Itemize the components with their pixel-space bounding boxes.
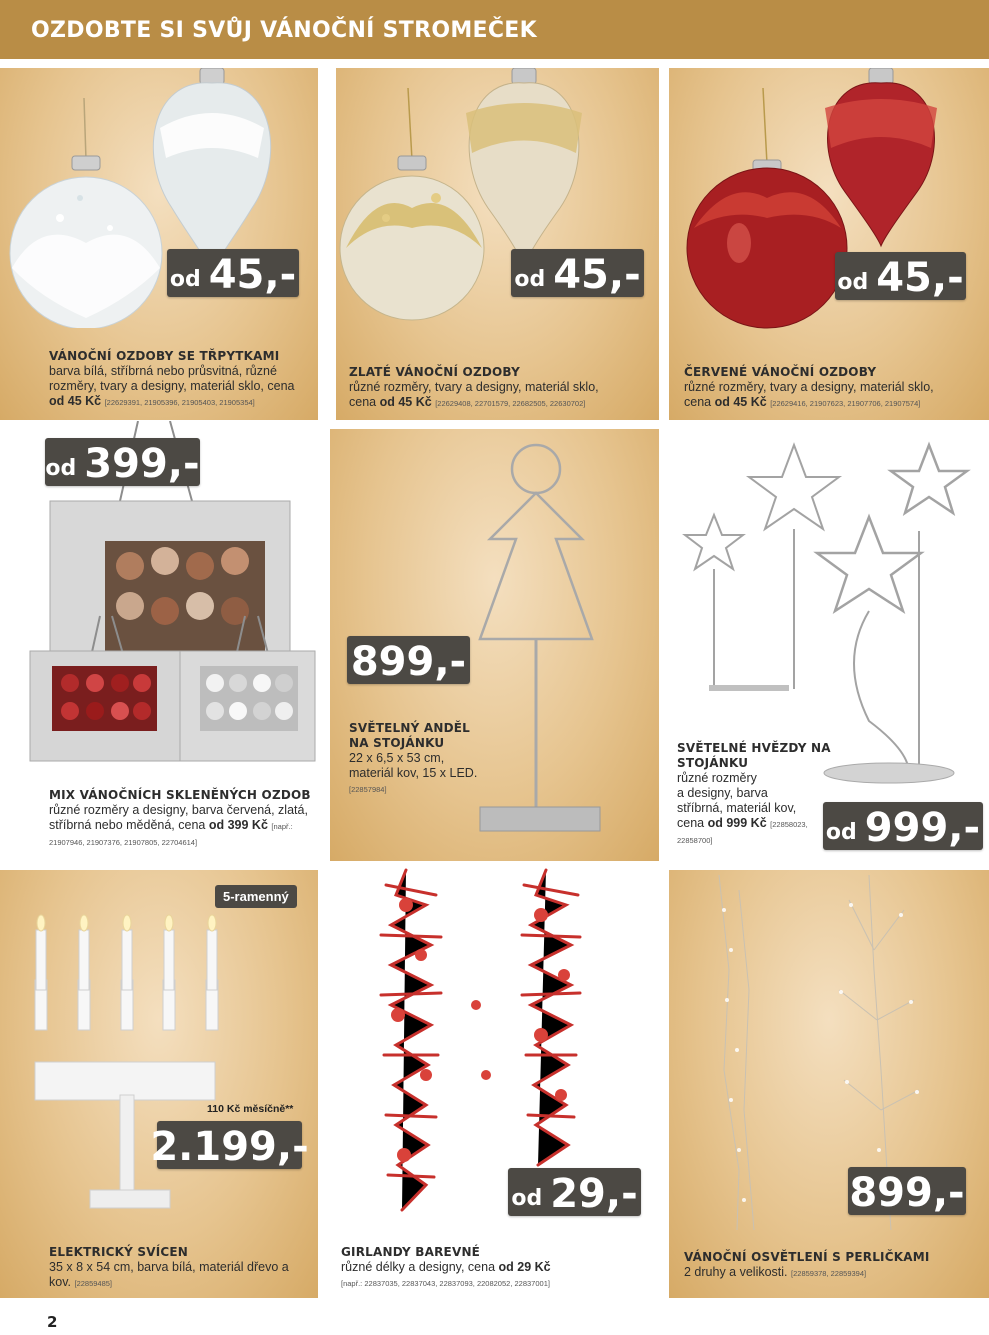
product-card-glitter-ornaments[interactable] (0, 68, 318, 420)
product-card-garlands[interactable] (336, 865, 659, 1298)
price-badge: od 45,- (167, 249, 299, 297)
price-badge: 899,- (848, 1167, 966, 1215)
product-card-electric-candlestick[interactable] (0, 870, 318, 1298)
product-card-light-stars[interactable] (669, 421, 989, 861)
product-name: SVĚTELNÉ HVĚZDY NA (677, 741, 831, 755)
price-badge: 2.199,- (157, 1121, 302, 1169)
product-description: SVĚTELNÉ HVĚZDY NA STOJÁNKU různé rozměry a designy, barva stříbrná, materiál kov, cena od 999 Kč [22858023, 22858700] (677, 741, 837, 848)
price-badge: od 45,- (511, 249, 644, 297)
product-card-gold-ornaments[interactable] (336, 68, 659, 420)
page-header (0, 0, 989, 62)
product-card-pearl-lights[interactable] (669, 870, 989, 1298)
product-description: SVĚTELNÝ ANDĚL NA STOJÁNKU 22 x 6,5 x 53 cm, materiál kov, 15 x LED. [22857984] (349, 721, 524, 797)
product-description: ČERVENÉ VÁNOČNÍ OZDOBY různé rozměry, tvary a designy, materiál sklo, cena od 45 Kč [22629416, 21907623, 21907706, 21907574] (684, 365, 984, 411)
product-card-light-angel[interactable] (330, 429, 659, 861)
product-name: SVĚTELNÝ ANDĚL (349, 721, 471, 735)
product-name: VÁNOČNÍ OZDOBY SE TŘPYTKAMI (49, 349, 280, 363)
product-name: ČERVENÉ VÁNOČNÍ OZDOBY (684, 365, 877, 379)
product-description: ZLATÉ VÁNOČNÍ OZDOBY různé rozměry, tvary a designy, materiál sklo, cena od 45 Kč [22629408, 22701579, 22682505, 22630702] (349, 365, 649, 411)
product-description: VÁNOČNÍ OZDOBY SE TŘPYTKAMI barva bílá, stříbrná nebo průsvitná, různé rozměry, tvary a designy, materiál sklo, cena od 45 Kč [22629391, 21905396, 21905403, 21905354] (49, 349, 311, 410)
price-badge: od 45,- (835, 252, 966, 300)
product-description: MIX VÁNOČNÍCH SKLENĚNÝCH OZDOB různé rozměry a designy, barva červená, zlatá, stříbrná nebo měděná, cena od 399 Kč [např.: 21907946, 21907376, 21907805, 22704614] (49, 788, 317, 850)
price-badge: od 999,- (823, 802, 983, 850)
product-name: ELEKTRICKÝ SVÍCEN (49, 1245, 189, 1259)
candlestick-image (0, 870, 318, 1240)
product-description: GIRLANDY BAREVNÉ různé délky a designy, cena od 29 Kč [např.: 22837035, 22837043, 22837093, 22082052, 22837001] (341, 1245, 656, 1291)
product-name: ZLATÉ VÁNOČNÍ OZDOBY (349, 365, 521, 379)
monthly-payment-note: 110 Kč měsíčně** (207, 1103, 294, 1115)
price-badge: od 29,- (508, 1168, 641, 1216)
arm-count-badge: 5-ramenný (215, 885, 297, 908)
product-card-ornament-mix[interactable] (0, 421, 322, 861)
product-name: VÁNOČNÍ OSVĚTLENÍ S PERLIČKAMI (684, 1250, 930, 1264)
price-badge: od 399,- (45, 438, 200, 486)
product-name: GIRLANDY BAREVNÉ (341, 1245, 481, 1259)
page-number: 2 (47, 1313, 58, 1331)
product-description: ELEKTRICKÝ SVÍCEN 35 x 8 x 54 cm, barva bílá, materiál dřevo a kov. [22859485] (49, 1245, 309, 1291)
price-badge: 899,- (347, 636, 470, 684)
product-card-red-ornaments[interactable] (669, 68, 989, 420)
product-name: MIX VÁNOČNÍCH SKLENĚNÝCH OZDOB (49, 788, 311, 802)
page-title: OZDOBTE SI SVŮJ VÁNOČNÍ STROMEČEK (31, 18, 537, 43)
product-description: VÁNOČNÍ OSVĚTLENÍ S PERLIČKAMI 2 druhy a velikosti. [22859378, 22859394] (684, 1250, 984, 1281)
